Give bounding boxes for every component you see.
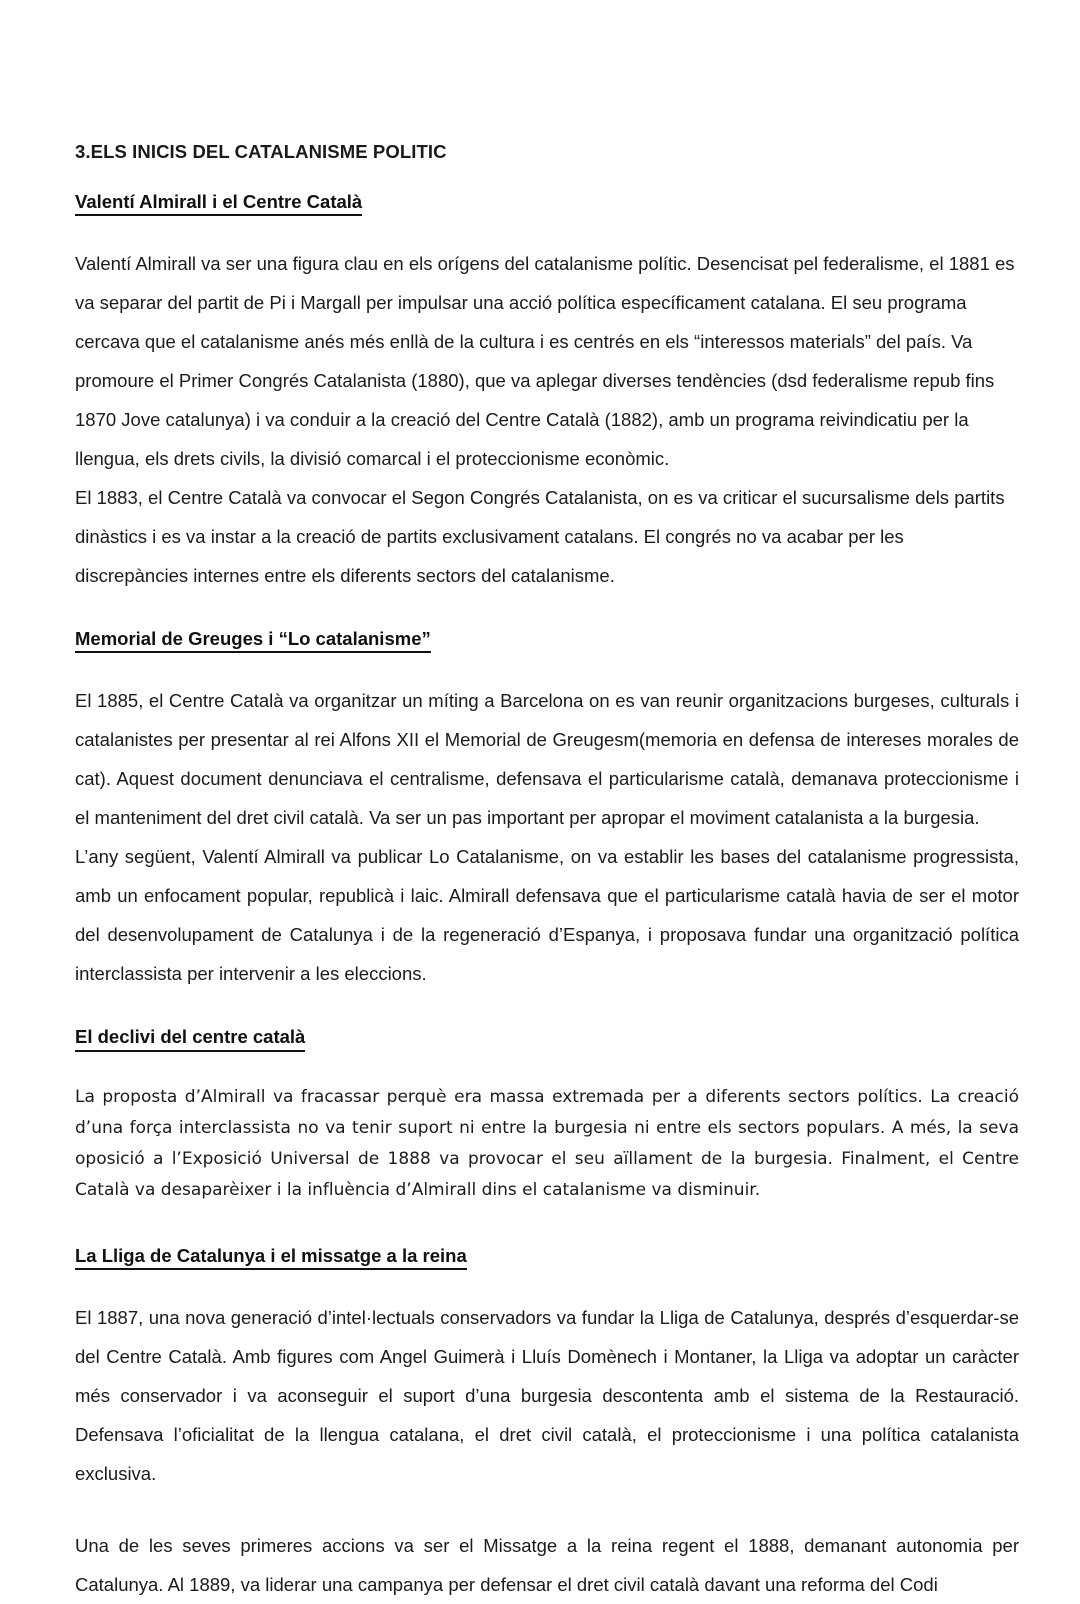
spacer xyxy=(75,993,1019,1025)
spacer xyxy=(75,653,1019,681)
section-2-paragraph-1: El 1885, el Centre Català va organitzar un míting a Barcelona on es van reunir organitzacions burgeses, culturals i catalanistes per presentar al rei Alfons XII el Memorial de Greugesm(memoria en defensa de intereses morales de cat). Aquest document denunciava el centralisme, defensava el particularisme català, demanava proteccionisme i el manteniment del dret civil català. Va ser un pas important per apropar el moviment catalanista a la burgesia. xyxy=(75,690,1019,829)
document-body xyxy=(75,140,1019,1604)
spacer xyxy=(75,216,1019,244)
section-3-heading-block xyxy=(75,1025,1019,1051)
section-heading-memorial-de-greuges: Memorial de Greuges i “Lo catalanisme” xyxy=(75,627,431,653)
spacer xyxy=(75,163,1019,190)
spacer xyxy=(75,595,1019,627)
section-4-heading-block xyxy=(75,1244,1019,1270)
section-1-paragraph-2: El 1883, el Centre Català va convocar el Segon Congrés Catalanista, on es va criticar el sucursalisme dels partits dinàstics i es va instar a la creació de partits exclusivament catalans. El congrés no va acabar per les discrepàncies internes entre els diferents sectors del catalanisme. xyxy=(75,487,1005,587)
section-2-paragraph-2: L’any següent, Valentí Almirall va publicar Lo Catalanisme, on va establir les bases del catalanisme progressista, amb un enfocament popular, republicà i laic. Almirall defensava que el particularisme català havia de ser el motor del desenvolupament de Catalunya i de la regeneració d’Espanya, i proposava fundar una organització política interclassista per intervenir a les eleccions. xyxy=(75,846,1019,985)
section-4-paragraph-2: Una de les seves primeres accions va ser el Missatge a la reina regent el 1888, demanant autonomia per Catalunya. Al 1889, va liderar una campanya per defensar el dret civil català davant una reforma del Codi xyxy=(75,1534,1019,1595)
section-heading-valenti-almirall: Valentí Almirall i el Centre Català xyxy=(75,190,362,216)
section-4-paragraph-1: El 1887, una nova generació d’intel·lectuals conservadors va fundar la Lliga de Catalunya, després d’esquerdar-se del Centre Català. Amb figures com Angel Guimerà i Lluís Domènech i Montaner, la Lliga va adoptar un caràcter més conservador i va aconseguir el suport d’una burgesia descontenta amb el sistema de la Restauració. Defensava l’oficialitat de la llengua catalana, el dret civil català, el proteccionisme i una política catalanista exclusiva. xyxy=(75,1306,1019,1484)
section-1-paragraph-1: Valentí Almirall va ser una figura clau en els orígens del catalanisme polític. Desencisat pel federalisme, el 1881 es va separar del partit de Pi i Margall per impulsar una acció política específicament catalana. El seu programa cercava que el catalanisme anés més enllà de la cultura i es centrés en els “interessos materials” del país. Va promoure el Primer Congrés Catalanista (1880), que va aplegar diverses tendències (dsd federalisme repub fins 1870 Jove catalunya) i va conduir a la creació del Centre Català (1882), amb un programa reivindicatiu per la llengua, els drets civils, la divisió comarcal i el proteccionisme econòmic. xyxy=(75,253,1015,470)
section-heading-la-lliga-de-catalunya: La Lliga de Catalunya i el missatge a la reina xyxy=(75,1244,467,1270)
section-1-heading-block xyxy=(75,190,1019,216)
section-heading-el-declivi-del-centre-catala: El declivi del centre català xyxy=(75,1025,305,1051)
spacer xyxy=(75,1206,1019,1244)
spacer xyxy=(75,1270,1019,1298)
section-2-heading-block xyxy=(75,627,1019,653)
spacer xyxy=(75,1052,1019,1082)
section-3-paragraph-1: La proposta d’Almirall va fracassar perquè era massa extremada per a diferents sectors polítics. La creació d’una força interclassista no va tenir suport ni entre la burgesia ni entre els sectors populars. A més, la seva oposició a l’Exposició Universal de 1888 va provocar el seu aïllament de la burgesia. Finalment, el Centre Català va desaparèixer i la influència d’Almirall dins el catalanisme va disminuir. xyxy=(75,1086,1019,1200)
page-title: 3.ELS INICIS DEL CATALANISME POLITIC xyxy=(75,141,447,162)
spacer xyxy=(75,1493,1019,1526)
